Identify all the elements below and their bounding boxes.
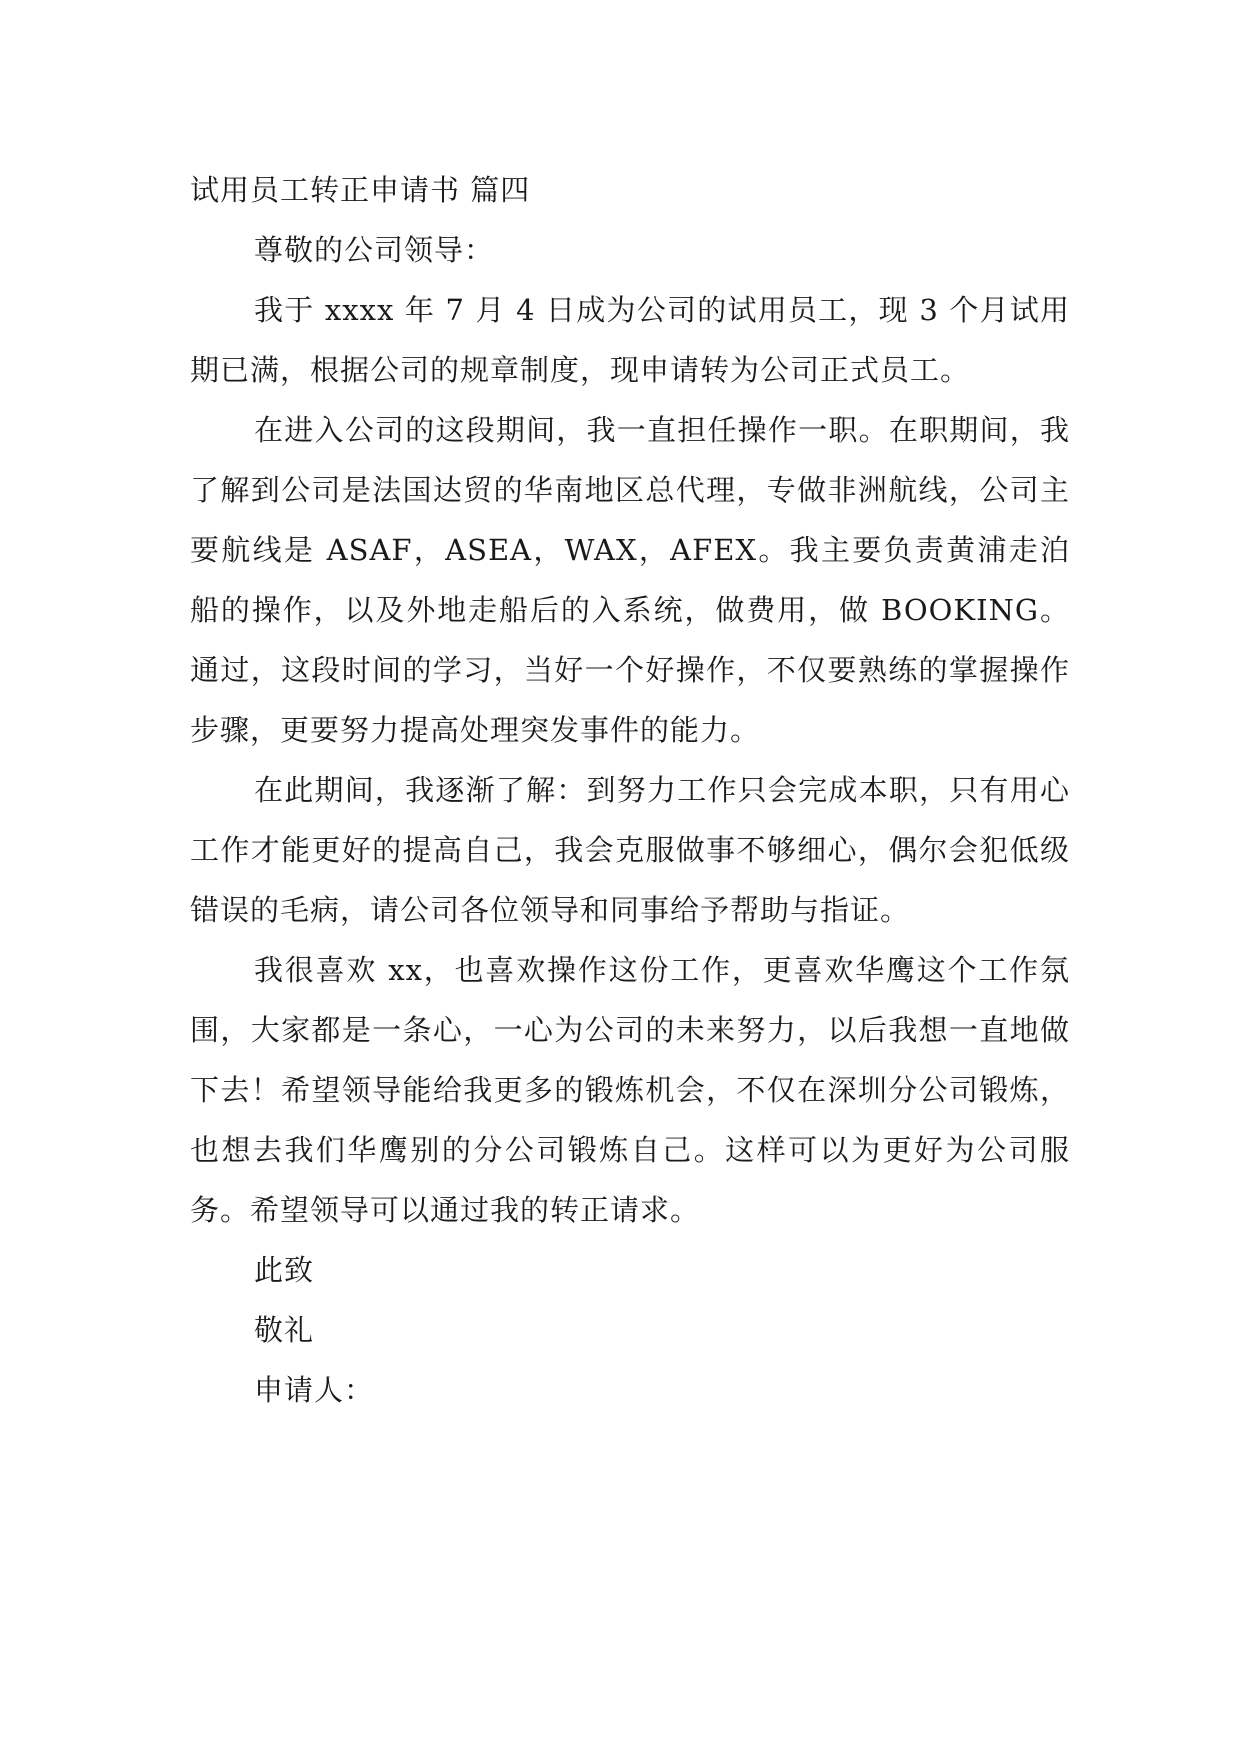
paragraph-request: 我很喜欢 xx，也喜欢操作这份工作，更喜欢华鹰这个工作氛围，大家都是一条心，一心为公司的未来努力，以后我想一直地做下去！希望领导能给我更多的锻炼机会，不仅在深圳分公司锻炼，也想去我们华鹰别的分公司锻炼自己。这样可以为更好为公司服务。希望领导可以通过我的转正请求。 [190, 953, 1070, 1227]
paragraph-probation: 我于 xxxx 年 7 月 4 日成为公司的试用员工，现 3 个月试用期已满，根据公司的规章制度，现申请转为公司正式员工。 [190, 293, 1070, 387]
closing-greeting: 此致 [254, 1253, 315, 1287]
closing-salute: 敬礼 [254, 1313, 315, 1347]
signature-label: 申请人： [254, 1373, 375, 1407]
paragraph-duties: 在进入公司的这段期间，我一直担任操作一职。在职期间，我了解到公司是法国达贸的华南地区总代理，专做非洲航线，公司主要航线是 ASAF，ASEA，WAX，AFEX。我主要负责黄浦走泊船的操作，以及外地走船后的入系统，做费用，做 BOOKING。通过，这段时间的学习，当好一个好操作，不仅要熟练的掌握操作步骤，更要努力提高处理突发事件的能力。 [190, 413, 1070, 747]
document-body [190, 160, 1070, 1420]
document-title: 试用员工转正申请书 篇四 [190, 173, 531, 207]
salutation: 尊敬的公司领导： [254, 233, 495, 267]
paragraph-reflection: 在此期间，我逐渐了解：到努力工作只会完成本职，只有用心工作才能更好的提高自己，我会克服做事不够细心，偶尔会犯低级错误的毛病，请公司各位领导和同事给予帮助与指证。 [190, 773, 1070, 927]
